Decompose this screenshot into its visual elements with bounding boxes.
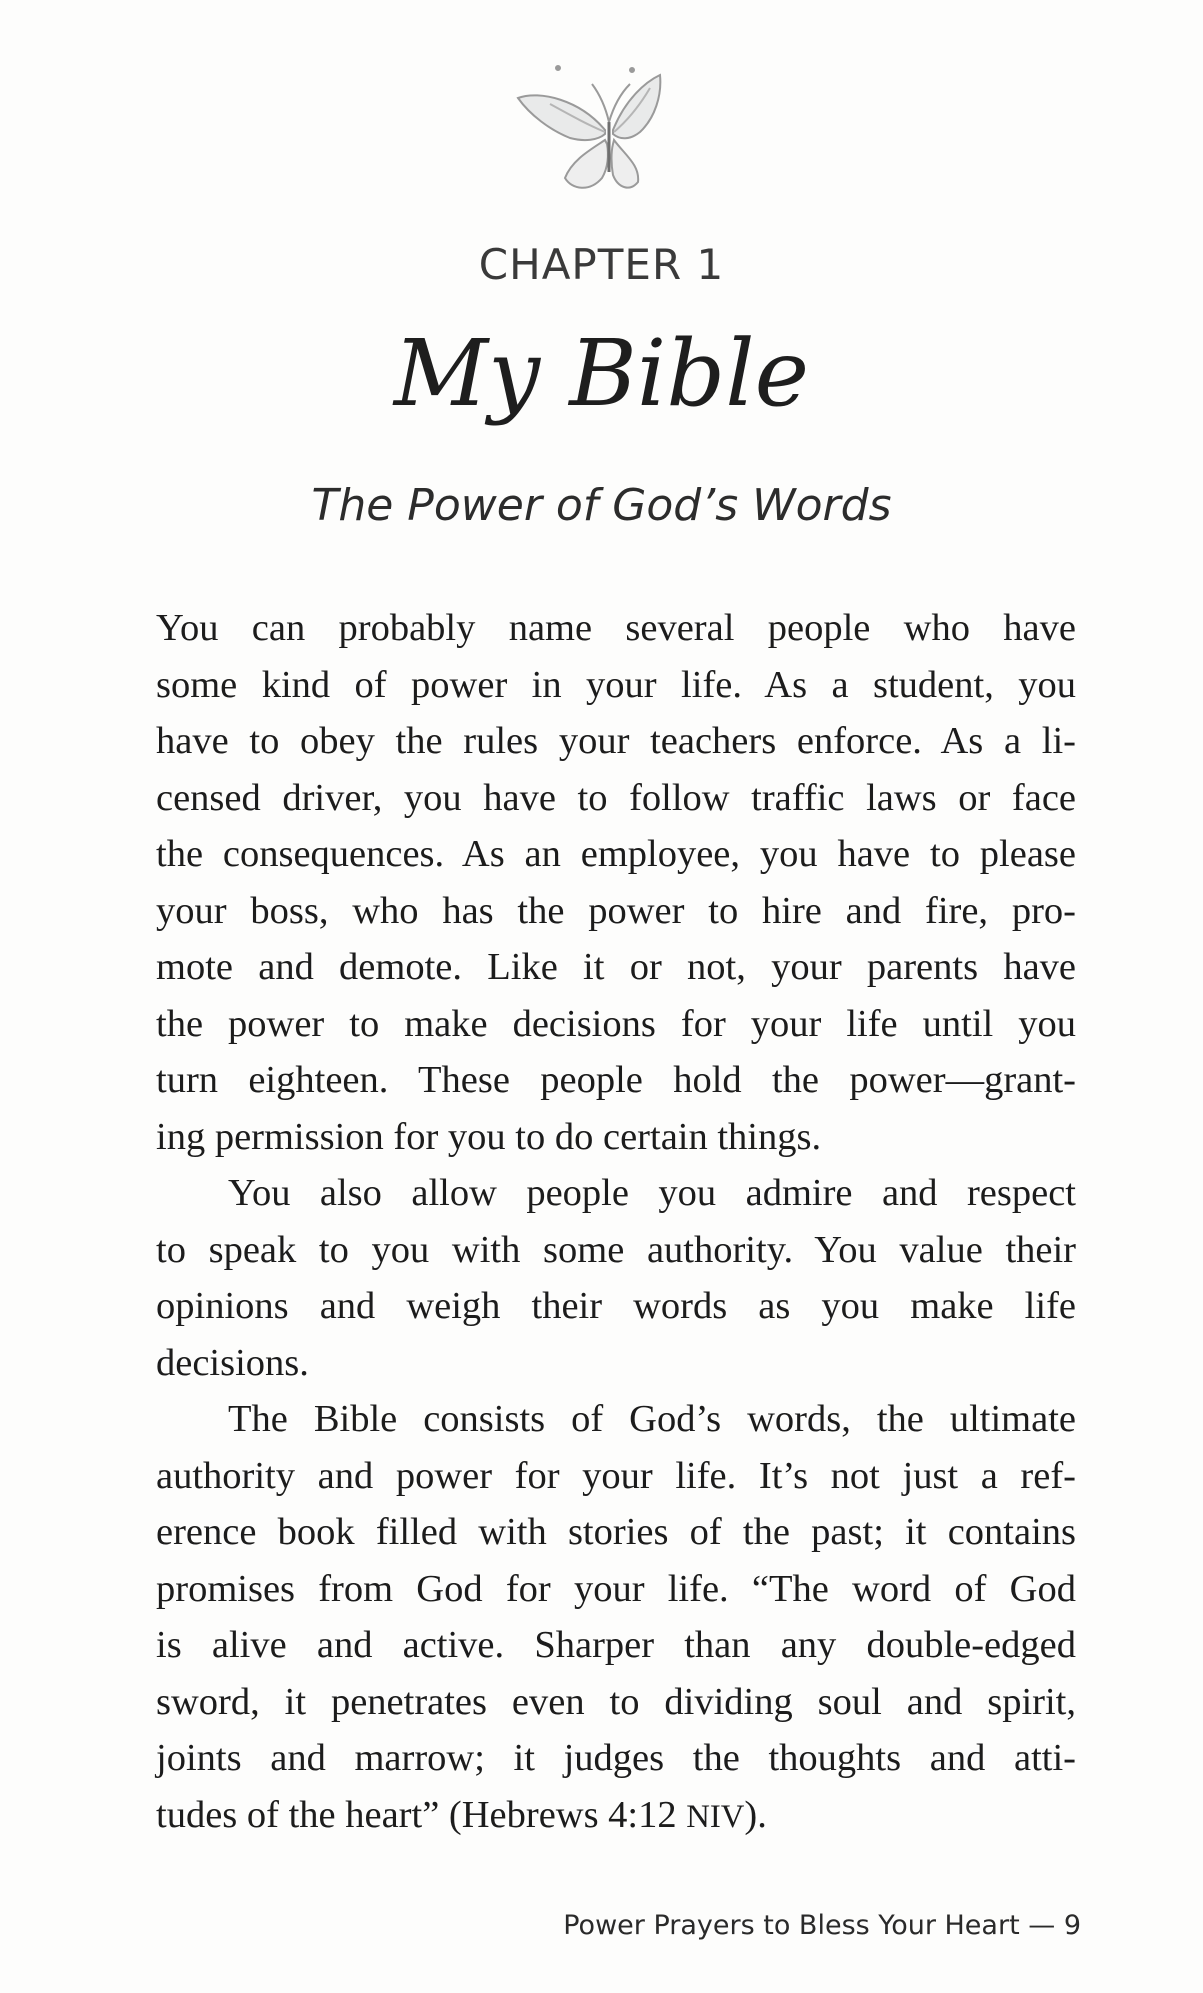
text-line: censed driver, you have to follow traffic laws or face bbox=[156, 776, 1076, 819]
butterfly-icon bbox=[510, 60, 710, 220]
text-line: promises from God for your life. “The word of God bbox=[156, 1567, 1076, 1610]
text-line: ing permission for you to do certain things. bbox=[156, 1115, 822, 1158]
text-line: joints and marrow; it judges the thoughts and atti- bbox=[156, 1737, 1076, 1779]
text-line bbox=[156, 1787, 1076, 1846]
chapter-label: CHAPTER 1 bbox=[478, 240, 725, 289]
text-line: mote and demote. Like it or not, your parents have bbox=[156, 946, 1076, 988]
text-line: your boss, who has the power to hire and fire, pro- bbox=[156, 889, 1076, 932]
text-line: is alive and active. Sharper than any double-edged bbox=[156, 1624, 1076, 1666]
text-line: some kind of power in your life. As a student, you bbox=[156, 663, 1076, 706]
text-line: the power to make decisions for your life until you bbox=[156, 1002, 1076, 1045]
text-line: erence book filled with stories of the past; it contains bbox=[156, 1511, 1076, 1553]
text-line: opinions and weigh their words as you make life bbox=[156, 1285, 1076, 1327]
text-line: The Bible consists of God’s words, the ultimate bbox=[228, 1398, 1076, 1440]
text-line: decisions. bbox=[156, 1341, 309, 1384]
running-footer: Power Prayers to Bless Your Heart — 9 bbox=[563, 1910, 1081, 1941]
chapter-title: My Bible bbox=[393, 320, 810, 427]
text-line: You also allow people you admire and respect bbox=[228, 1172, 1076, 1214]
text-line: to speak to you with some authority. You value their bbox=[156, 1228, 1076, 1271]
text-line: sword, it penetrates even to dividing soul and spirit, bbox=[156, 1680, 1076, 1723]
text-line: turn eighteen. These people hold the power—grant- bbox=[156, 1059, 1076, 1101]
paragraph-3 bbox=[156, 1391, 1076, 1845]
text-line: You can probably name several people who have bbox=[156, 607, 1076, 649]
text-line: the consequences. As an employee, you have to please bbox=[156, 833, 1076, 875]
bible-version: NIV bbox=[686, 1798, 745, 1835]
text-line: have to obey the rules your teachers enforce. As a li- bbox=[156, 720, 1076, 762]
citation-text: tudes of the heart” (Hebrews 4:12 bbox=[156, 1793, 687, 1836]
citation-end: ). bbox=[744, 1793, 767, 1836]
chapter-subtitle: The Power of God’s Words bbox=[311, 480, 892, 531]
paragraph-2 bbox=[156, 1165, 1076, 1391]
paragraph-1 bbox=[156, 600, 1076, 1165]
body-text bbox=[156, 600, 1076, 1845]
text-line: authority and power for your life. It’s not just a ref- bbox=[156, 1454, 1076, 1497]
